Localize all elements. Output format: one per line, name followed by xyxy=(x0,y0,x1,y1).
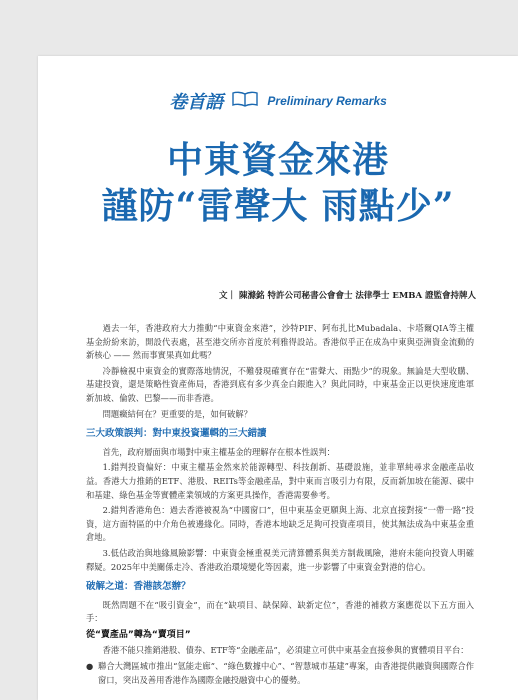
paragraph: 香港不能只推銷港股、債券、ETF等“金融產品”，必須建立可供中東基金直接參與的實體項目平台： xyxy=(102,645,469,656)
page-sheet xyxy=(38,56,518,700)
paragraph: 聯合大灣區城市推出“氫能走廊”、“綠色數據中心”、“智慧城市基建”專案，由香港提供融資與國際合作窗口，突出及善用香港作為國際金融投融資中心的優勢。 xyxy=(98,661,474,685)
section-header xyxy=(38,88,518,114)
paragraph: 既然問題不在“吸引資金”，而在“缺項目、缺保障、缺新定位”，香港的補救方案應從以下五方面入手： xyxy=(86,599,474,624)
article-title-line2: 謹防“雷聲大 雨點少” xyxy=(101,185,455,227)
section-title-en: Preliminary Remarks xyxy=(267,94,387,108)
paragraph: 過去一年，香港政府大力推動“中東資金來港”，沙特PIF、阿布扎比Mubadala、卡塔爾QIA等主權基金紛紛來訪，開設代表處，甚至港交所亦首度於利雅得設站。香港似乎正在成為中東與亞洲資金流動的新核心 —— 然而事實果真如此嗎？ xyxy=(86,323,474,361)
article-title-line1: 中東資金來港 xyxy=(166,139,389,181)
section-title-zh: 卷首語 xyxy=(169,92,224,113)
book-icon xyxy=(232,91,258,111)
subheading: 破解之道：香港該怎辦？ xyxy=(86,581,191,593)
subheading: 三大政策誤判：對中東投資邏輯的三大錯讀 xyxy=(86,428,267,440)
subheading-minor: 從“賣產品”轉為“賣項目” xyxy=(86,629,191,640)
paragraph: 2.錯判香港角色：過去香港被視為“中國窗口”，但中東基金更願與上海、北京直接對接“一帶一路”投資，這方面特區的中介角色被邊緣化。同時，香港本地缺乏足夠可投資產項目，使其無法成為中東基金重倉地。 xyxy=(86,505,474,543)
paragraph: 1.錯判投資偏好：中東主權基金然來於能源轉型、科技創新、基礎設施，並非單純尋求金融產品收益。香港大力推銷的ETF、港股、REITs等金融產品，對中東而言吸引力有限，反而新加坡在能源、碳中和基建、綠色基金等實體產業領域的方案更具操作，香港需要參考。 xyxy=(86,462,474,500)
byline: 文｜ 陳滌銘 特許公司秘書公會會士 法律學士 EMBA 證監會持牌人 xyxy=(219,291,476,301)
paragraph: 問題癥結何在？更重要的是，如何破解？ xyxy=(102,408,252,419)
article-body xyxy=(86,322,474,689)
bullet-item xyxy=(86,660,474,689)
paragraph: 3.低估政治與地緣風險影響：中東資金極重視美元清算體系與美方制裁風險，港府未能向投資人明確釋疑。2025年中美關係走冷、香港政治環境變化等因素，進一步影響了中東資金對港的信心。 xyxy=(86,547,474,572)
paragraph: 冷靜檢視中東資金的實際落地情況，不難發現確實存在“雷聲大、雨點少”的現象。無論是大型收購、基建投資，還是策略性資產佈局，香港到底有多少真金白銀進入？與此同時，中東基金正以更快速度進軍新加坡、倫敦、巴黎——而非香港。 xyxy=(86,365,474,403)
bullet-dot-icon: ● xyxy=(86,661,94,672)
paragraph: 首先，政府層面與市場對中東主權基金的理解存在根本性誤判： xyxy=(102,446,335,457)
